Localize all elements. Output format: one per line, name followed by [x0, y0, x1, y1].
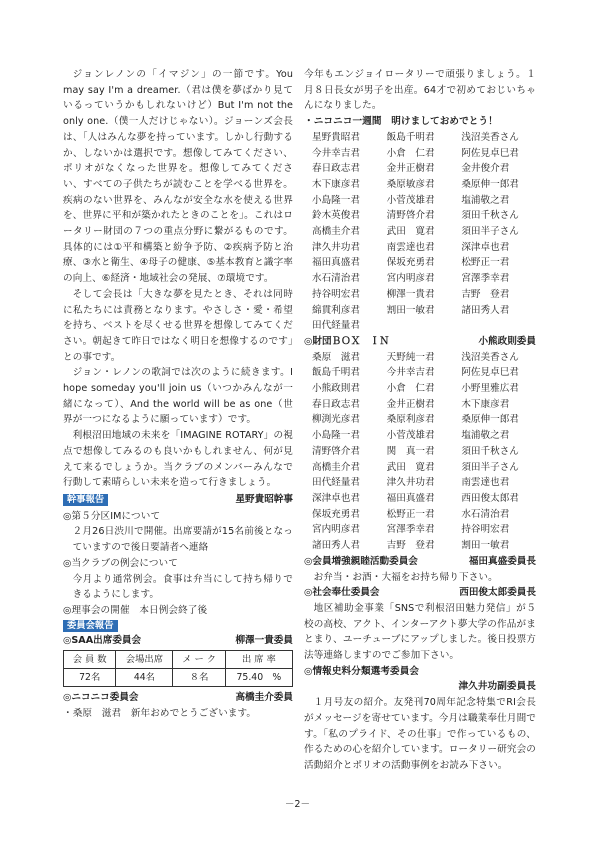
- member-name: 水石清治君: [312, 273, 360, 285]
- membership-committee-heading: [304, 554, 536, 570]
- saa-committee-person: 柳澤一貴委員: [235, 634, 293, 646]
- niconico-committee-person: 高橋圭介委員: [235, 692, 293, 704]
- saa-committee-heading: [63, 633, 293, 649]
- social-service-text: 地区補助金事業「SNSで利根沼田魅力発信」が５校の高校、アクト、インターアクト夢大学の作品がまとまり、ユーチューブにアップしました。後日投票方法等連絡しますのでご参加下さい。: [304, 602, 536, 662]
- membership-committee-text: お弁当・お酒・大福をお持ち帰り下さい。: [313, 571, 498, 583]
- niconico-first-line: ・桑原 滋君 新年おめでとうございます。: [63, 708, 257, 720]
- member-name: 桑原 滋君: [312, 351, 360, 363]
- member-name: 塩浦敬之君: [461, 430, 510, 442]
- member-name: 宮内明彦君: [312, 524, 360, 536]
- kanji-report-line-1: ◎第５分区IMについて: [63, 510, 161, 522]
- member-name: 松野正一君: [386, 508, 435, 520]
- member-name: 南雲達也君: [461, 477, 510, 489]
- member-name: 南雲達也君: [386, 241, 435, 253]
- member-name: 保坂充勇君: [386, 257, 435, 269]
- member-name: 持谷明宏君: [461, 524, 510, 536]
- info-committee-person: 津久井功副委員長: [458, 681, 536, 693]
- member-name: 宮澤季幸君: [461, 273, 510, 285]
- member-name: 星野貴昭君: [312, 131, 360, 143]
- membership-committee-title: ◎会員増強親睦活動委員会: [304, 555, 418, 567]
- member-name: 松野正一君: [461, 257, 510, 269]
- zaidan-box-person: 小熊政則委員: [478, 335, 536, 347]
- attendance-venue: 44名: [116, 669, 173, 687]
- member-name: 武田 寛君: [386, 226, 435, 238]
- member-name: 鈴木英俊君: [312, 210, 360, 222]
- kanji-report-line-4: 今月より通常例会。食事は弁当にして持ち帰りできるようにします。: [72, 573, 293, 601]
- member-name: 小菅茂雄君: [386, 194, 435, 206]
- member-name: 清野啓介君: [386, 210, 435, 222]
- attendance-header-row: [64, 651, 293, 669]
- intro-paragraph-3: ジョン・レノンの歌詞では次のように続きます。I hope someday you'll join us（いつかみんなが一緒になって）、And the world will be as one（世界が一つになるように願っています）です。: [63, 367, 293, 426]
- member-name: 木下康彦君: [312, 178, 360, 190]
- member-name: 桑原伸一郎君: [461, 178, 519, 190]
- intro-paragraph-4: 利根沼田地域の未来を「IMAGINE ROTARY」の視点で想像してみるのも良いかもしれません、何が見えて来るでしょうか。当クラブのメンバーみんなで行動して素晴らしい未来を造って行きましょう。: [63, 430, 293, 489]
- member-name: 金井正樹君: [386, 398, 435, 410]
- member-name: 春日政志君: [312, 398, 360, 410]
- kanji-report-tag: 幹事報告: [63, 494, 108, 506]
- member-name: 小野里雅広君: [461, 383, 519, 395]
- social-service-title: ◎社会奉仕委員会: [304, 587, 380, 599]
- member-name: 高橋圭介君: [312, 461, 360, 473]
- page-number: －2－: [284, 799, 311, 810]
- attendance-header-members: 会 員 数: [64, 651, 116, 669]
- intro-paragraph-2: そして会長は「大きな夢を見たとき、それは同時に私たちには責務となります。やさしさ・愛・希望を持ち、ベストを尽くせる世界を想像してみてください。朝起きて昨日ではなく明日を想像するのです」との事です。: [63, 288, 293, 363]
- member-name: 宮澤季幸君: [386, 524, 435, 536]
- kanji-report-line-3: ◎当クラブの例会について: [63, 557, 178, 569]
- member-name: 吉野 登君: [386, 540, 435, 552]
- member-name: 小菅茂雄君: [386, 430, 435, 442]
- member-name: 阿佐見卓巳君: [461, 147, 519, 159]
- member-name: 諸田秀人君: [312, 540, 360, 552]
- member-name: 宮内明彦君: [386, 273, 435, 285]
- member-name: 小熊政則君: [312, 383, 360, 395]
- committee-report-header: [63, 620, 293, 632]
- niconico-committee-title: ◎ニコニコ委員会: [63, 692, 139, 704]
- niconico-week-name-list: [304, 130, 536, 334]
- member-name: 柳澤一貴君: [386, 288, 435, 300]
- member-name: 須田半子さん: [461, 226, 519, 238]
- member-name: 浅沼美香さん: [461, 131, 519, 143]
- member-name: 天野純一君: [386, 351, 435, 363]
- member-name: 吉野 登君: [461, 288, 510, 300]
- member-name: 割田一敏君: [461, 540, 510, 552]
- social-service-heading: [304, 585, 536, 601]
- membership-committee-person: 福田真盛委員長: [468, 555, 536, 567]
- member-name: 飯島千明君: [312, 367, 360, 379]
- member-name: 金井正樹君: [386, 163, 435, 175]
- attendance-header-venue: 会場出席: [116, 651, 173, 669]
- member-name: 津久井功君: [312, 241, 360, 253]
- member-name: 割田一敏君: [386, 304, 435, 316]
- attendance-value-row: [64, 669, 293, 687]
- member-name: 飯島千明君: [386, 131, 435, 143]
- member-name: 津久井功君: [386, 477, 435, 489]
- member-name: 金井俊介君: [461, 163, 510, 175]
- member-name: 木下康彦君: [461, 398, 510, 410]
- saa-committee-title: ◎SAA出席委員会: [63, 634, 142, 646]
- attendance-members: 72名: [64, 669, 116, 687]
- member-name: 桑原利彦君: [386, 414, 435, 426]
- member-name: 綿貫利彦君: [312, 304, 360, 316]
- left-column: [63, 67, 293, 722]
- member-name: 水石清治君: [461, 508, 510, 520]
- member-name: 小島隆一君: [312, 430, 360, 442]
- social-service-person: 西田俊太郎委員長: [459, 587, 536, 599]
- member-name: 小倉 仁君: [386, 147, 435, 159]
- attendance-makeup: ８名: [173, 669, 225, 687]
- zaidan-box-name-list: [304, 350, 536, 554]
- niconico-continued-text: 今年もエンジョイロータリーで頑張りましょう。１月８日長女が男子を出産。64才で初めておじいちゃんになりました。: [304, 69, 536, 112]
- kanji-report-line-5: ◎理事会の開催 本日例会終了後: [63, 604, 208, 616]
- member-name: 阿佐見卓巳君: [461, 367, 519, 379]
- niconico-committee-heading: [63, 690, 293, 706]
- committee-report-tag: 委員会報告: [63, 620, 118, 632]
- member-name: 深津卓也君: [461, 241, 510, 253]
- member-name: 浅沼美香さん: [461, 351, 519, 363]
- info-committee-text: １月号友の紹介。友発刊70周年記念特集でRI会長がメッセージを寄せています。今月は職業奉仕月間です。「私のプライド、その仕事」で作っているもの、作るための心を紹介しています。ロータリー研究会の活動紹介とポリオの活動事例をお読み下さい。: [304, 697, 536, 771]
- niconico-week-title: ・ニコニコ一週間 明けましておめでとう！: [304, 116, 498, 128]
- member-name: 柳渕光彦君: [312, 414, 360, 426]
- member-name: 須田千秋さん: [461, 445, 519, 457]
- member-name: 今井幸吉君: [386, 367, 435, 379]
- member-name: 持谷明宏君: [312, 288, 360, 300]
- kanji-report-person: 星野貴昭幹事: [235, 493, 293, 505]
- member-name: 小島隆一君: [312, 194, 360, 206]
- member-name: 今井幸吉君: [312, 147, 360, 159]
- member-name: 小倉 仁君: [386, 383, 435, 395]
- attendance-header-makeup: メ ー ク: [173, 651, 225, 669]
- member-name: 保坂充勇君: [312, 508, 360, 520]
- attendance-table: [63, 650, 293, 687]
- member-name: 諸田秀人君: [461, 304, 510, 316]
- attendance-rate: 75.40 %: [225, 669, 292, 687]
- member-name: 桑原伸一郎君: [461, 414, 519, 426]
- member-name: 塩浦敬之君: [461, 194, 510, 206]
- member-name: 須田半子さん: [461, 461, 519, 473]
- member-name: 福田真盛君: [312, 257, 360, 269]
- right-column: [304, 67, 536, 774]
- member-name: 田代経量君: [312, 320, 360, 332]
- member-name: 須田千秋さん: [461, 210, 519, 222]
- info-committee-title: ◎情報史料分類選考委員会: [304, 665, 420, 677]
- member-name: 西田俊太郎君: [461, 492, 519, 504]
- kanji-report-line-2: ２月26日渋川で開催。出席要請が15名前後となっていますので後日要請者へ連絡: [72, 526, 293, 554]
- member-name: 福田真盛君: [386, 492, 435, 504]
- zaidan-box-title: ◎財団ＢＯＸ ＩＮ: [304, 335, 390, 347]
- attendance-header-rate: 出 席 率: [225, 651, 292, 669]
- kanji-report-header: [63, 492, 293, 508]
- member-name: 清野啓介君: [312, 445, 360, 457]
- intro-paragraph-1: ジョンレノンの「イマジン」の一節です。You may say I'm a dreamer.（君は僕を夢ばかり見ているっていうかもしれないけど）But I'm not the only one.（僕一人だけじゃない）。ジョーンズ会長は、「人はみんな夢を持っています。しかし行動するか、しないかは選択です。想像してみてください、ポリオがなくなった世界を。想像してみてください、すべての子供たちが読むことを学べる世界を。疾病のない世界を、みんなが安全な水を使える世界を、世界に平和が築かれたときのことを」。これはロータリー財団の７つの重点分野に繋がるものです。具体的には①平和構築と紛争予防、②疾病予防と治療、③水と衛生、④母子の健康、⑤基本教育と識字率の向上、⑥経済・地域社会の発展、⑦環境です。: [63, 69, 293, 285]
- member-name: 高橋圭介君: [312, 226, 360, 238]
- member-name: 武田 寛君: [386, 461, 435, 473]
- member-name: 桑原敏彦君: [386, 178, 435, 190]
- member-name: 深津卓也君: [312, 492, 360, 504]
- member-name: 関 真一君: [386, 445, 435, 457]
- zaidan-box-heading: [304, 334, 536, 350]
- member-name: 田代経量君: [312, 477, 360, 489]
- member-name: 春日政志君: [312, 163, 360, 175]
